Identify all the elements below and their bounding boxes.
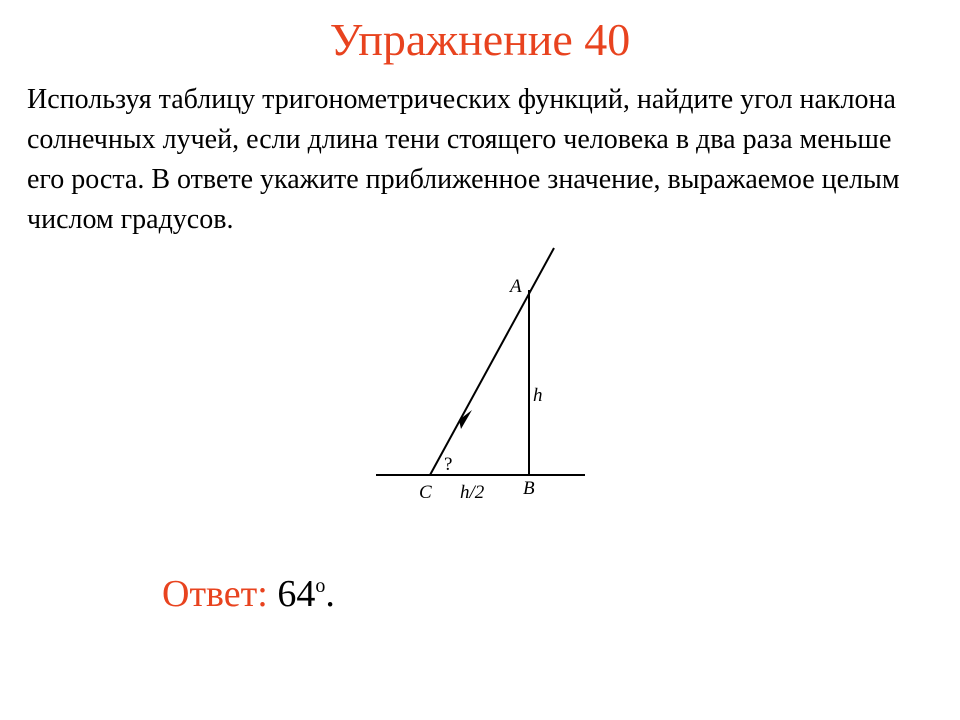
point-b-label: B bbox=[523, 478, 535, 499]
problem-text: Используя таблицу тригонометрических функций, найдите угол наклона солнечных лучей, если длина тени стоящего человека в два раза меньше его роста. В ответе укажите приближенное значение, выражаемое целым числом градусов. bbox=[27, 84, 900, 235]
angle-label: ? bbox=[444, 454, 453, 475]
answer-value-group bbox=[277, 573, 335, 615]
height-label: h bbox=[533, 385, 543, 406]
slide-title: Упражнение 40 bbox=[329, 14, 631, 65]
geometry-figure bbox=[360, 240, 600, 520]
sun-ray-line bbox=[430, 248, 554, 475]
answer-value: 64 bbox=[277, 573, 316, 615]
answer-label: Ответ: bbox=[162, 573, 268, 615]
point-a-label: A bbox=[510, 276, 522, 297]
degree-mark: o bbox=[315, 575, 326, 597]
shadow-label: h/2 bbox=[460, 482, 485, 503]
answer-end: . bbox=[325, 573, 335, 615]
arrow-head-icon bbox=[459, 410, 472, 429]
point-c-label: C bbox=[419, 482, 432, 503]
answer bbox=[162, 572, 335, 618]
